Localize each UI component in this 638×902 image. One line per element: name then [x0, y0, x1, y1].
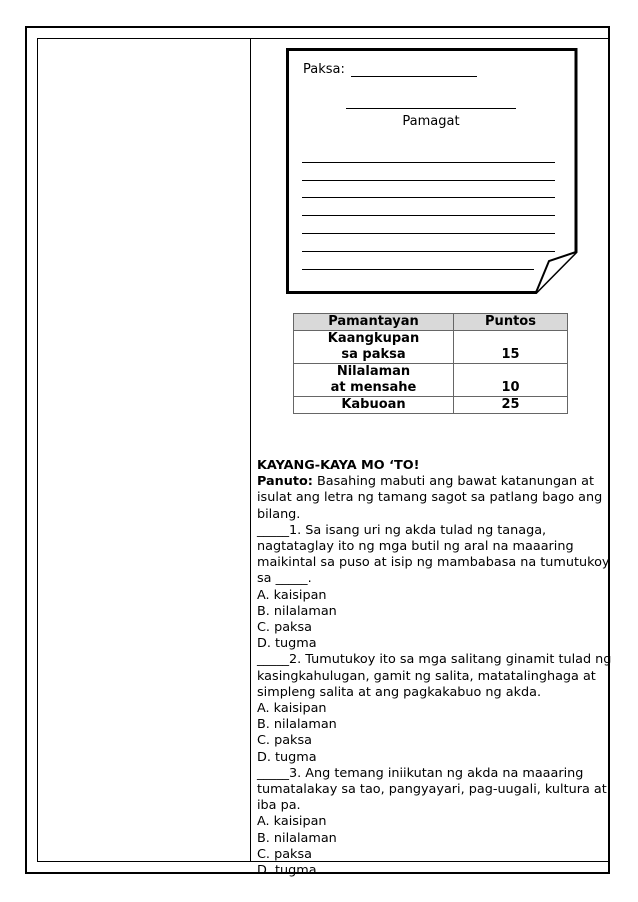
writing-line [302, 233, 555, 234]
question-text: _____1. Sa isang uri ng akda tulad ng tanaga, nagtataglay ito ng mga butil ng aral na maaaring maikintal sa puso at isip ng mambabasa na tumutukoy sa _____. [257, 522, 610, 587]
question-text: _____3. Ang temang iniikutan ng akda na maaaring tumatalakay sa tao, pangyayari, pag-uugali, kultura at iba pa. [257, 765, 607, 814]
instruction-label: Panuto: [257, 474, 313, 490]
rubric-header-points: Puntos [454, 314, 568, 331]
rubric-header-criteria: Pamantayan [294, 314, 454, 331]
quiz-instructions [257, 474, 612, 523]
writing-line [302, 251, 555, 252]
rubric-points: 15 [454, 331, 568, 364]
paksa-field [303, 62, 477, 77]
rubric-total-row [294, 397, 568, 414]
writing-line [302, 180, 555, 181]
rubric-criterion-line: Kaangkupan [327, 331, 420, 346]
quiz-heading: KAYANG-KAYA MO ‘TO! [257, 458, 420, 473]
rubric-row [294, 364, 568, 397]
rubric-criterion [294, 364, 454, 397]
rubric-criterion-line: at mensahe [330, 380, 417, 395]
rubric-criterion [294, 331, 454, 364]
writing-line [302, 197, 555, 198]
choice-item: C. paksa [257, 620, 312, 636]
quiz-section [257, 458, 612, 879]
rubric-total-points: 25 [454, 397, 568, 414]
rubric-criterion-line: sa paksa [341, 347, 406, 362]
choice-item: B. nilalaman [257, 830, 337, 846]
choice-item: A. kaisipan [257, 587, 327, 603]
writing-line [302, 162, 555, 163]
choice-item: B. nilalaman [257, 717, 337, 733]
choice-item: C. paksa [257, 733, 312, 749]
paper-sheet-graphic [286, 48, 578, 294]
pamagat-blank-line [346, 108, 516, 109]
choice-item: A. kaisipan [257, 701, 327, 717]
choice-item: D. tugma [257, 863, 317, 879]
paksa-label: Paksa: [303, 62, 345, 77]
question-text: _____2. Tumutukoy ito sa mga salitang ginamit tulad ng kasingkahulugan, gamit ng salita, matatalinghaga at simpleng salita at ang pagkakabuo ng akda. [257, 652, 612, 700]
writing-line [302, 215, 555, 216]
choice-item: D. tugma [257, 749, 317, 765]
pamagat-label: Pamagat [402, 114, 460, 129]
rubric-header-row [294, 314, 568, 331]
choice-item: C. paksa [257, 846, 312, 862]
rubric-points: 10 [454, 364, 568, 397]
rubric-criterion-line: Nilalaman [336, 364, 411, 379]
rubric-row [294, 331, 568, 364]
choice-item: A. kaisipan [257, 814, 327, 830]
paksa-blank-line [351, 64, 477, 77]
rubric-table [293, 313, 568, 414]
writing-line [302, 269, 534, 270]
instruction-text: Basahing mabuti ang bawat katanungan at isulat ang letra ng tamang sagot sa patlang bago ang bilang. [257, 474, 603, 522]
column-divider [250, 38, 251, 862]
choice-item: D. tugma [257, 636, 317, 652]
rubric-total-label: Kabuoan [294, 397, 454, 414]
choice-item: B. nilalaman [257, 603, 337, 619]
